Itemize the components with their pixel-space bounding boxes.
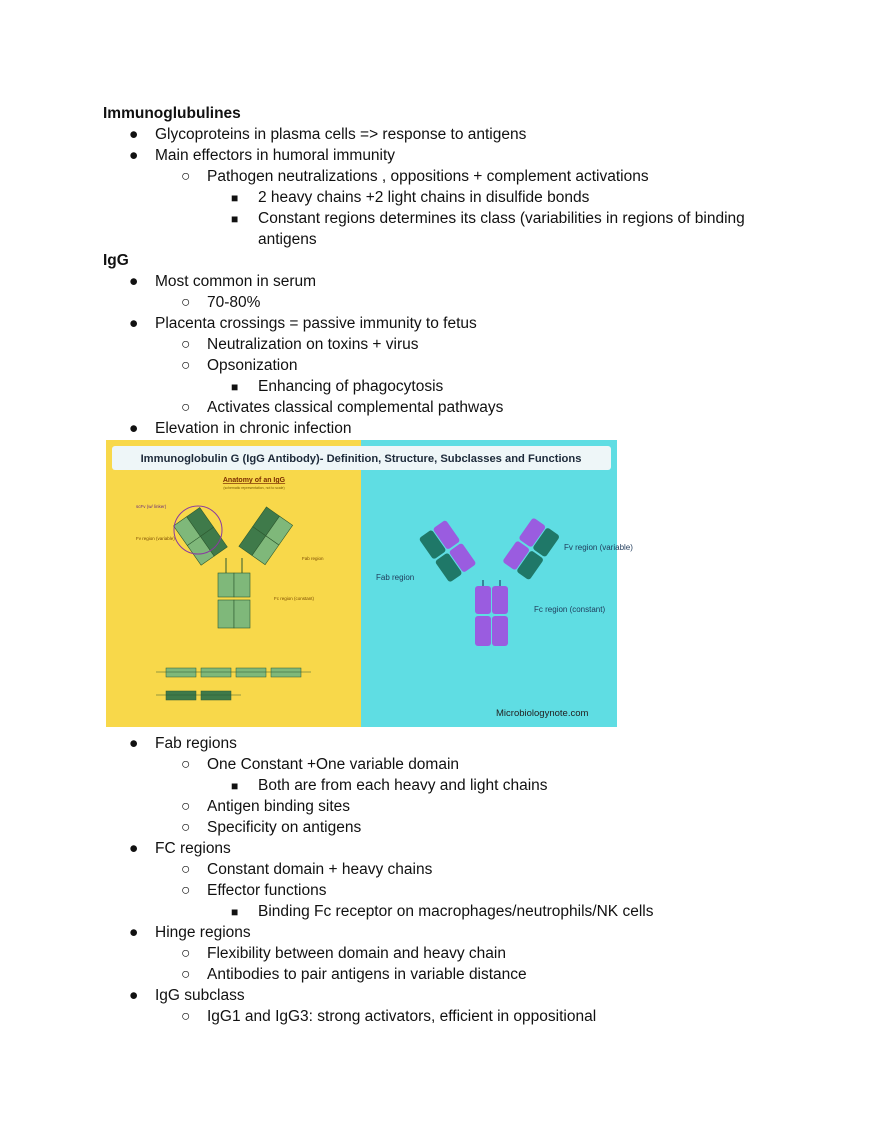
fc-label: Fc region (constant) — [274, 596, 315, 601]
list-item: ○ Specificity on antigens — [181, 819, 362, 836]
list-item: ■ Binding Fc receptor on macrophages/neutrophils/NK cells — [231, 903, 654, 920]
list-item: ● IgG subclass — [129, 987, 245, 1004]
right-fc-label: Fc region (constant) — [534, 605, 606, 614]
list-item: ● Fab regions — [129, 735, 237, 752]
figure-right-panel — [361, 440, 617, 727]
figure-banner-text: Immunoglobulin G (IgG Antibody)- Definition, Structure, Subclasses and Functions — [140, 453, 582, 465]
right-fab-label: Fab region — [376, 573, 415, 582]
igg-antibody-figure — [106, 440, 633, 727]
list-item: ● Placenta crossings = passive immunity to fetus — [129, 315, 477, 332]
list-item: ○ Activates classical complemental pathways — [181, 399, 504, 416]
fab-label: Fab region — [302, 556, 324, 561]
list-item: ● FC regions — [129, 840, 231, 857]
heading-igg: IgG — [103, 252, 129, 269]
scfv-label: scFv (w/ linker) — [136, 504, 167, 509]
list-item: ○ Effector functions — [181, 882, 327, 899]
watermark: Microbiologynote.com — [496, 708, 589, 719]
list-item: ○ Pathogen neutralizations , oppositions + complement activations — [181, 168, 649, 185]
list-item: ○ Neutralization on toxins + virus — [181, 336, 419, 353]
list-item: ○ Antibodies to pair antigens in variable distance — [181, 966, 527, 983]
list-item: ■ 2 heavy chains +2 light chains in disulfide bonds — [231, 189, 590, 206]
right-fv-label: Fv region (variable) — [564, 543, 633, 552]
list-item: ■ Both are from each heavy and light chains — [231, 777, 548, 794]
list-item: ○ Constant domain + heavy chains — [181, 861, 433, 878]
list-item: ○ One Constant +One variable domain — [181, 756, 460, 773]
fv-label: Fv region (variable) — [136, 536, 175, 541]
list-item: ○ Flexibility between domain and heavy chain — [181, 945, 506, 962]
list-item: ○ IgG1 and IgG3: strong activators, efficient in oppositional — [181, 1008, 597, 1025]
heading-immunoglubulines: Immunoglubulines — [103, 105, 241, 122]
left-subtitle: (schematic representation, not to scale) — [223, 486, 285, 490]
list-item: ○ Opsonization — [181, 357, 298, 374]
list-item: ● Elevation in chronic infection — [129, 420, 352, 437]
list-item: ■ Constant regions determines its class (variabilities in regions of binding antigens — [231, 210, 745, 248]
list-item: ■ Enhancing of phagocytosis — [231, 378, 444, 395]
list-item: ● Most common in serum — [129, 273, 317, 290]
left-title: Anatomy of an IgG — [222, 477, 286, 484]
list-item: ● Hinge regions — [129, 924, 251, 941]
list-item: ● Main effectors in humoral immunity — [129, 147, 396, 164]
list-item: ● Glycoproteins in plasma cells => response to antigens — [129, 126, 527, 143]
list-item: ○ 70-80% — [181, 294, 261, 311]
list-item: ○ Antigen binding sites — [181, 798, 351, 815]
